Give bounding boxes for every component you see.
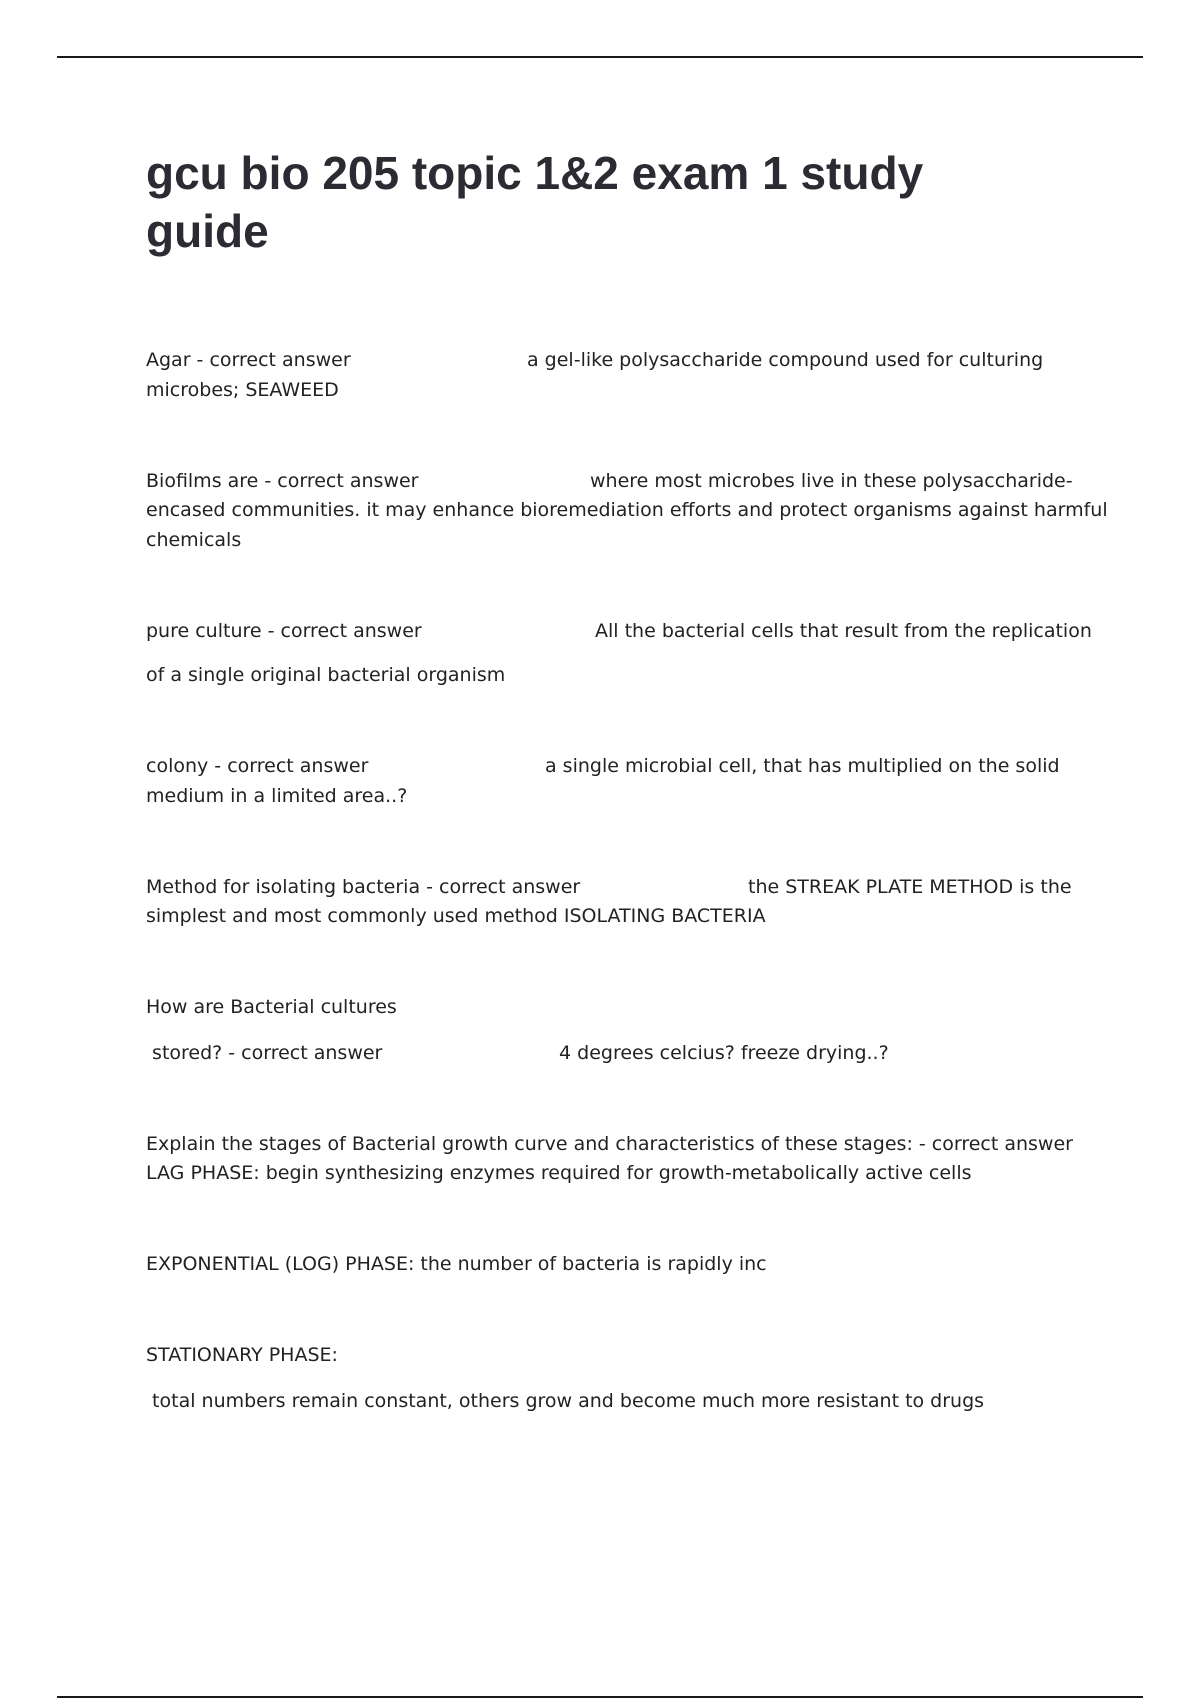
card-continuation: encased communities. it may enhance bioremediation efforts and protect organisms against harmful	[146, 499, 1108, 521]
card-pure-culture	[146, 617, 1092, 645]
card-term: pure culture - correct answer	[146, 620, 422, 642]
card-colony	[146, 752, 1060, 780]
card-term: stored? - correct answer	[146, 1042, 383, 1064]
card-continuation: simplest and most commonly used method ISOLATING BACTERIA	[146, 905, 766, 927]
card-term: Method for isolating bacteria - correct answer	[146, 876, 581, 898]
card-definition: 4 degrees celcius? freeze drying..?	[559, 1042, 889, 1064]
card-exponential-phase: EXPONENTIAL (LOG) PHASE: the number of bacteria is rapidly inc	[146, 1253, 767, 1275]
card-biofilms	[146, 467, 1073, 495]
card-definition: a gel-like polysaccharide compound used for culturing	[527, 349, 1044, 371]
bottom-rule	[57, 1696, 1143, 1698]
card-definition: where most microbes live in these polysaccharide-	[590, 470, 1073, 492]
card-agar	[146, 346, 1044, 374]
card-term: Agar - correct answer	[146, 349, 351, 371]
card-cultures-stored-term-line: How are Bacterial cultures	[146, 996, 397, 1018]
card-continuation: LAG PHASE: begin synthesizing enzymes required for growth-metabolically active cells	[146, 1162, 972, 1184]
card-continuation: of a single original bacterial organism	[146, 664, 506, 686]
card-definition: the STREAK PLATE METHOD is the	[748, 876, 1072, 898]
top-rule	[57, 56, 1143, 58]
card-growth-curve: Explain the stages of Bacterial growth curve and characteristics of these stages: - correct answer	[146, 1133, 1073, 1155]
card-continuation: microbes; SEAWEED	[146, 379, 339, 401]
card-continuation: chemicals	[146, 529, 242, 551]
card-cultures-stored	[146, 1039, 889, 1067]
card-term: colony - correct answer	[146, 755, 369, 777]
card-continuation: total numbers remain constant, others grow and become much more resistant to drugs	[146, 1390, 985, 1412]
card-definition: All the bacterial cells that result from the replication	[595, 620, 1092, 642]
card-stationary-phase: STATIONARY PHASE:	[146, 1344, 338, 1366]
document-title: gcu bio 205 topic 1&2 exam 1 study guide	[146, 147, 924, 257]
card-isolating-bacteria	[146, 873, 1072, 901]
card-continuation: medium in a limited area..?	[146, 785, 408, 807]
card-term: Biofilms are - correct answer	[146, 470, 419, 492]
card-definition: a single microbial cell, that has multiplied on the solid	[545, 755, 1060, 777]
